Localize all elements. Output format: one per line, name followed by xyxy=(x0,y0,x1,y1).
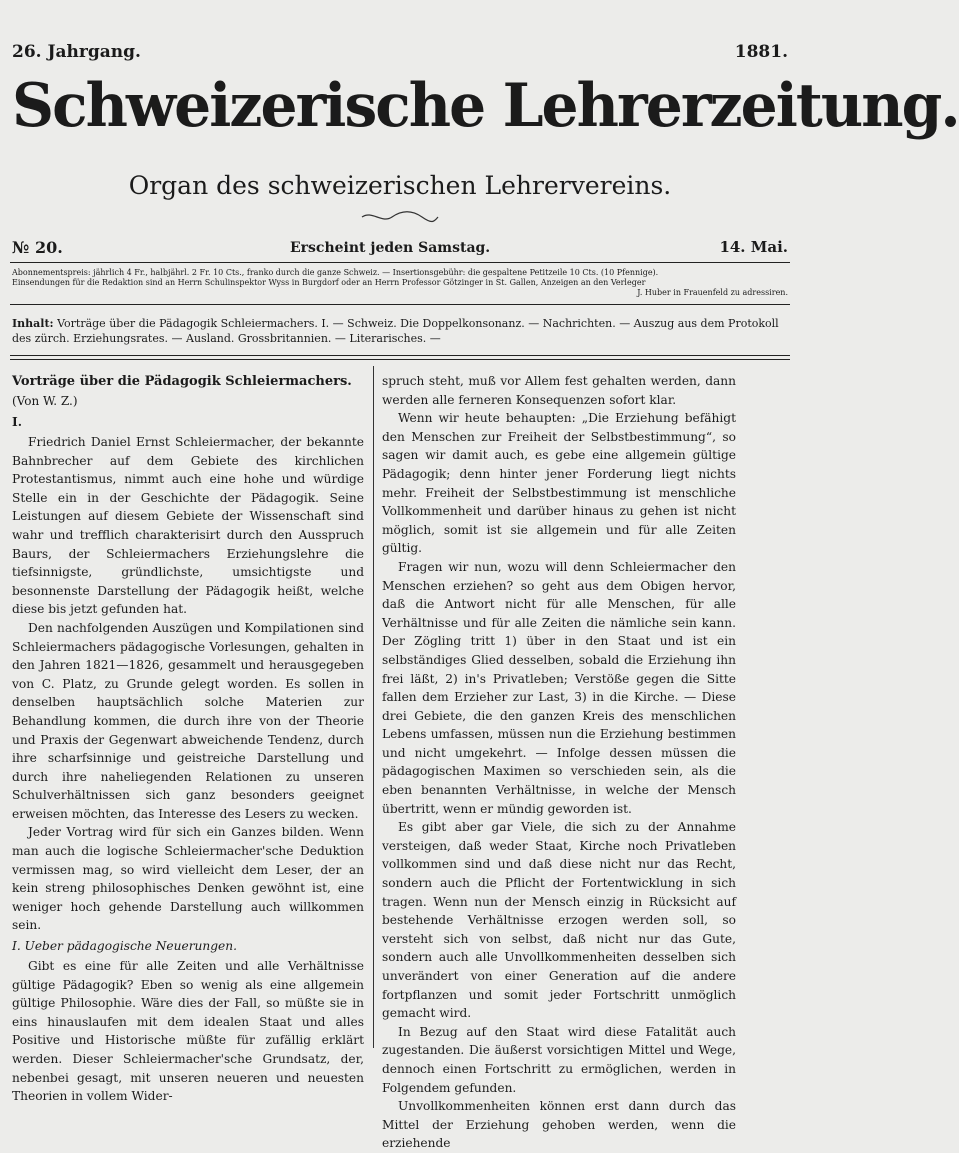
masthead-title: Schweizerische Lehrerzeitung. xyxy=(12,71,959,141)
paragraph: spruch steht, muß vor Allem fest gehalten werden, dann werden alle ferneren Konsequenzen sofort klar. xyxy=(382,374,736,407)
ornament-swirl xyxy=(360,210,440,224)
issue-number: № 20. xyxy=(12,238,63,257)
paragraph: Jeder Vortrag wird für sich ein Ganzes bilden. Wenn man auch die logische Schleiermacher'sche Deduktion vermissen mag, so wird vielleicht dem Leser, der an kein streng philosophisches Denken gewöhnt ist, eine weniger hoch gehende Darstellung auch willkommen sein. xyxy=(12,825,364,933)
issue-date: 14. Mai. xyxy=(719,238,788,256)
paragraph: Es gibt aber gar Viele, die sich zu der Annahme versteigen, daß weder Staat, Kirche noch Privatleben vollkommen sind und daß diese nicht nur das Recht, sondern auch die Pflicht der Fortentwicklung in sich tragen. Wenn nun der Mensch einzig in Rücksicht auf bestehende Verhältnisse erzogen werden soll, so versteht sich von selbst, daß nicht nur das Gute, sondern auch alle Unvollkommenheiten desselben sich unverändert von einer Generation auf die andere fortpflanzen und somit jeder Fortschritt unmöglich gemacht wird. xyxy=(382,820,736,1021)
contents-text: Vorträge über die Pädagogik Schleiermachers. I. — Schweiz. Die Doppelkonsonanz. — Nachrichten. — Auszug aus dem Protokoll des zürch. Erziehungsrates. — Ausland. Grossbritannien. — Literarisches. — xyxy=(12,317,779,345)
article-title: Vorträge über die Pädagogik Schleiermachers. xyxy=(12,374,352,389)
issue-row xyxy=(12,238,788,258)
rule-contents-bottom-double xyxy=(10,359,790,360)
subscription-line: Abonnementspreis: jährlich 4 Fr., halbjährl. 2 Fr. 10 Cts., franko durch die ganze Schweiz. — Insertionsgebühr: die gespaltene Petitzeile 10 Cts. (10 Pfennige). xyxy=(12,268,659,277)
publication-frequency: Erscheint jeden Samstag. xyxy=(290,240,491,256)
column-right xyxy=(382,372,736,1153)
paragraph: Den nachfolgenden Auszügen und Kompilationen sind Schleiermachers pädagogische Vorlesungen, gehalten in den Jahren 1821—1826, gesammelt und herausgegeben von C. Platz, zu Grunde gelegt worden. Es sollen in denselben hauptsächlich solche Materien zur Behandlung kommen, die durch ihre von der Theorie und Praxis der Gegenwart abweichende Tendenz, durch ihre scharfsinnige und geistreiche Darstellung und durch ihre naheliegenden Relationen zu unseren Schulverhältnissen sich ganz besonders geeignet erweisen möchten, das Interesse des Lesers zu wecken. xyxy=(12,620,364,821)
paragraph: Friedrich Daniel Ernst Schleiermacher, der bekannte Bahnbrecher auf dem Gebiete des kirchlichen Protestantismus, nimmt auch eine hohe und würdige Stelle ein in der Geschichte der Pädagogik. Seine Leistungen auf diesem Gebiete der Wissenschaft sind wahr und trefflich charakterisirt durch den Ausspruch Baurs, der Schleiermachers Erziehungslehre die tiefsinnigste, gründlichste, umsichtigste und besonnenste Darstellung der Pädagogik heißt, welche diese bis jetzt gefunden hat. xyxy=(12,435,364,617)
top-meta-row xyxy=(12,42,788,64)
contents-label: Inhalt: xyxy=(12,317,54,330)
subscription-line: J. Huber in Frauenfeld zu adressiren. xyxy=(637,288,788,297)
sub-heading: I. Ueber pädagogische Neuerungen. xyxy=(12,939,237,954)
rule-mid xyxy=(10,304,790,305)
rule-top xyxy=(10,262,790,263)
volume-label: 26. Jahrgang. xyxy=(12,42,141,62)
article-byline: (Von W. Z.) xyxy=(12,394,78,408)
table-of-contents xyxy=(12,316,788,346)
year-label: 1881. xyxy=(734,42,788,62)
paragraph: Gibt es eine für alle Zeiten und alle Verhältnisse gültige Pädagogik? Eben so wenig als eine allgemein gültige Philosophie. Wäre dies der Fall, so müßte sie in eins hinauslaufen mit dem idealen Staat und alles Positive und Historische müßte für zufällig erklärt werden. Dieser Schleiermacher'sche Grundsatz, der, nebenbei gesagt, mit unseren neueren und neuesten Theorien in vollem Wider- xyxy=(12,959,364,1104)
masthead-subtitle: Organ des schweizerischen Lehrervereins. xyxy=(128,171,672,200)
rule-contents-bottom xyxy=(10,355,790,356)
paragraph: Unvollkommenheiten können erst dann durch das Mittel der Erziehung gehoben werden, wenn die erziehende xyxy=(382,1099,736,1151)
paragraph: Fragen wir nun, wozu will denn Schleiermacher den Menschen erziehen? so geht aus dem Obigen hervor, daß die Antwort nicht für alle Menschen, für alle Verhältnisse und für alle Zeiten die nämliche sein kann. Der Zögling tritt 1) über in den Staat und ist ein selbständiges Glied desselben, sobald die Erziehung ihn frei läßt, 2) in's Privatleben; Verstöße gegen die Sitte fallen dem Erzieher zur Last, 3) in die Kirche. — Diese drei Gebiete, die den ganzen Kreis des menschlichen Lebens umfassen, müssen nun die Erziehung bestimmen und nicht umgekehrt. — Infolge dessen müssen die pädagogischen Maximen so verschieden sein, als die eben benannten Verhältnisse, in welche der Mensch übertritt, wenn er mündig geworden ist. xyxy=(382,559,736,816)
paragraph: Wenn wir heute behaupten: „Die Erziehung befähigt den Menschen zur Freiheit der Selbstbestimmung“, so sagen wir damit auch, es gebe eine allgemein gültige Pädagogik; denn hinter jener Forderung liegt nichts mehr. Freiheit der Selbstbestimmung ist menschliche Vollkommenheit und darüber hinaus zu gehen ist nicht möglich, somit ist sie allgemein und für alle Zeiten gültig. xyxy=(382,411,736,556)
section-number: I. xyxy=(12,415,22,429)
subscription-info xyxy=(12,268,788,298)
subscription-line: Einsendungen für die Redaktion sind an Herrn Schulinspektor Wyss in Burgdorf oder an Herrn Professor Götzinger in St. Gallen, Anzeigen an den Verleger xyxy=(12,278,646,287)
column-divider xyxy=(373,366,374,1048)
paragraph: In Bezug auf den Staat wird diese Fatalität auch zugestanden. Die äußerst vorsichtigen Mittel und Wege, dennoch einen Fortschritt zu ermöglichen, werden in Folgendem gefunden. xyxy=(382,1024,736,1095)
column-left xyxy=(12,372,364,1106)
